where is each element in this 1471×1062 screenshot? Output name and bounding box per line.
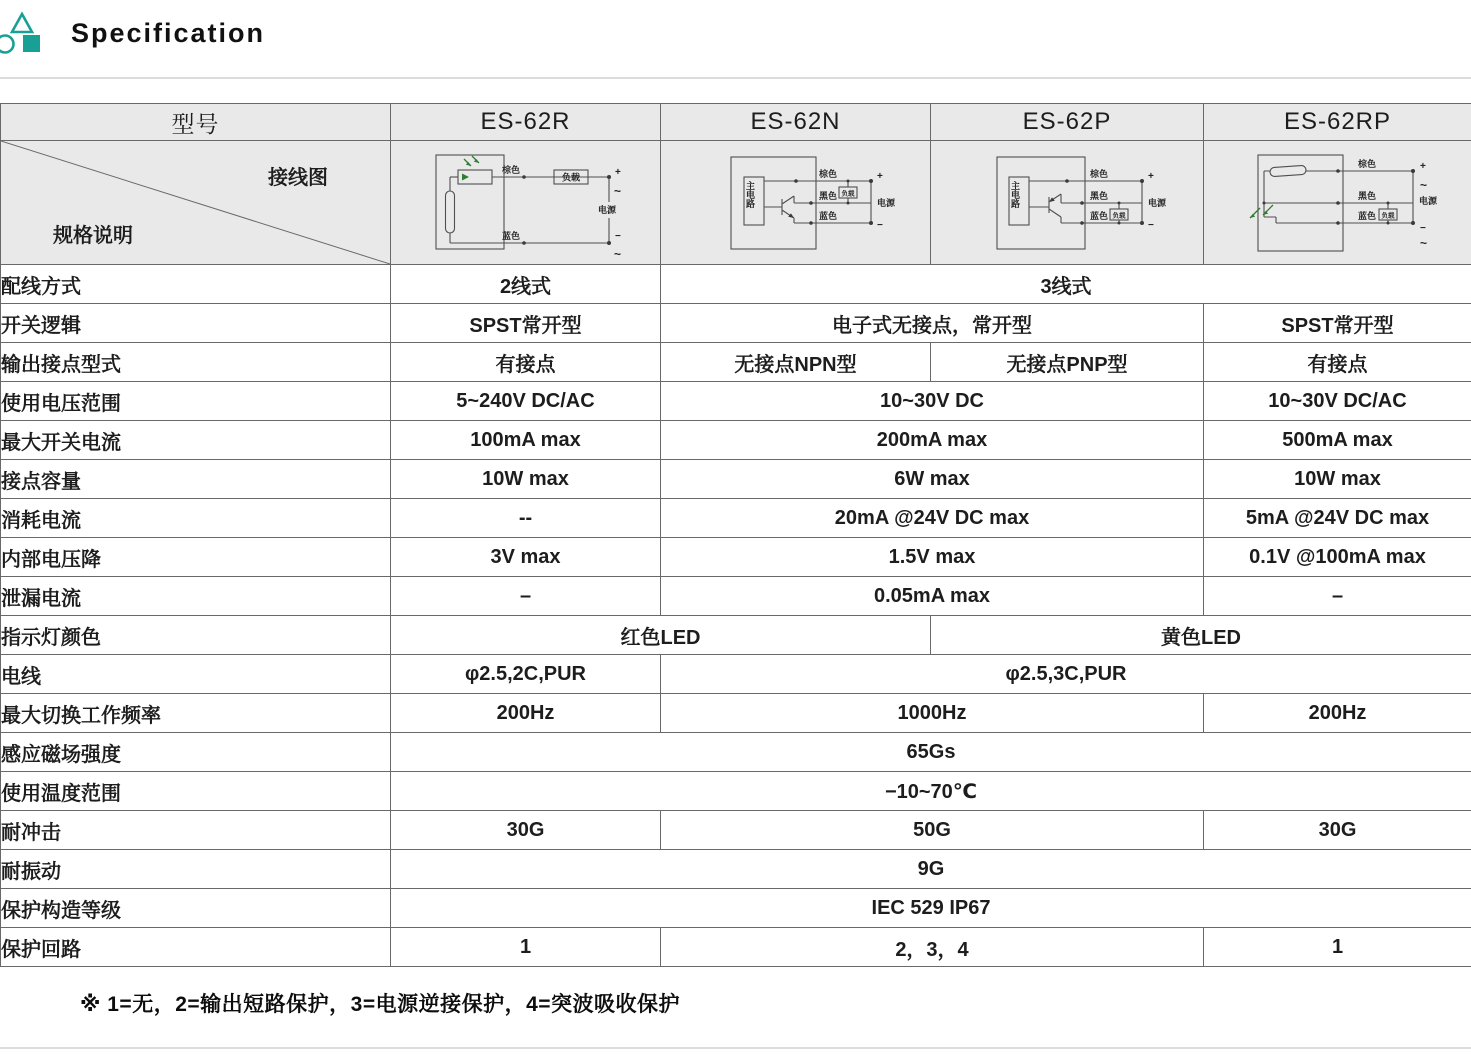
row-label: 消耗电流 <box>1 499 391 538</box>
minus-mark: − <box>614 230 621 242</box>
wiring-diagram-es62r <box>406 147 646 259</box>
row-value: 3线式 <box>661 265 1471 304</box>
row-label: 保护构造等级 <box>1 889 391 928</box>
spec-row <box>1 694 1471 733</box>
spec-row <box>1 928 1471 967</box>
power-label: 电源 <box>1148 197 1167 208</box>
power-label: 电源 <box>1418 195 1437 206</box>
wire-label-brown: 棕色 <box>501 164 520 175</box>
wire-label-blue: 蓝色 <box>501 230 520 241</box>
spec-row <box>1 655 1471 694</box>
plus-mark: + <box>614 166 621 178</box>
model-header-label: 型号 <box>1 104 391 141</box>
row-value: 65Gs <box>391 733 1471 772</box>
spec-row <box>1 616 1471 655</box>
load-label: 负载 <box>841 190 854 197</box>
spec-row <box>1 265 1471 304</box>
model-name-es62r: ES-62R <box>391 104 661 141</box>
row-label: 最大切换工作频率 <box>1 694 391 733</box>
row-value: 500mA max <box>1204 421 1471 460</box>
ac-mark: ~ <box>1419 177 1427 192</box>
spec-row <box>1 304 1471 343</box>
wire-label-blue: 蓝色 <box>1357 210 1376 221</box>
wire-label-blue: 蓝色 <box>1090 210 1109 221</box>
footnote: ※ 1=无，2=输出短路保护，3=电源逆接保护，4=突波吸收保护 <box>80 993 681 1016</box>
page-title: Specification <box>71 18 266 48</box>
wire-label-brown: 棕色 <box>818 168 837 179</box>
row-value: 有接点 <box>391 343 661 382</box>
wiring-diagram-label: 接线图 <box>268 167 328 189</box>
spec-row <box>1 577 1471 616</box>
spec-row <box>1 460 1471 499</box>
row-value: 0.1V @100mA max <box>1204 538 1471 577</box>
wiring-diagram-es62p <box>947 147 1187 259</box>
row-label: 开关逻辑 <box>1 304 391 343</box>
row-value: 20mA @24V DC max <box>661 499 1204 538</box>
row-label: 最大开关电流 <box>1 421 391 460</box>
ac-mark: ~ <box>613 183 621 198</box>
spec-row <box>1 811 1471 850</box>
model-name-es62rp: ES-62RP <box>1204 104 1471 141</box>
diagonal-split-cell <box>1 141 390 264</box>
row-value: – <box>391 577 661 616</box>
plus-mark: + <box>1148 170 1154 182</box>
spec-row <box>1 850 1471 889</box>
wire-label-brown: 棕色 <box>1090 168 1109 179</box>
spec-row <box>1 382 1471 421</box>
row-value: 200Hz <box>391 694 661 733</box>
row-value: 100mA max <box>391 421 661 460</box>
row-value: 5~240V DC/AC <box>391 382 661 421</box>
row-value: 红色LED <box>391 616 931 655</box>
load-label: 负载 <box>1112 212 1126 219</box>
table-header-row <box>1 104 1471 141</box>
row-value: 30G <box>391 811 661 850</box>
plus-mark: + <box>876 170 883 182</box>
wire-label-brown: 棕色 <box>1357 158 1376 169</box>
minus-mark: − <box>1148 219 1154 231</box>
row-value: 10W max <box>1204 460 1471 499</box>
row-value: 1.5V max <box>661 538 1204 577</box>
row-value: 30G <box>1204 811 1471 850</box>
row-value: φ2.5,2C,PUR <box>391 655 661 694</box>
brand-shapes-icon <box>0 8 50 64</box>
spec-row <box>1 421 1471 460</box>
plus-mark: + <box>1419 160 1426 172</box>
row-value: 1 <box>391 928 661 967</box>
model-name-es62n: ES-62N <box>661 104 931 141</box>
row-value: φ2.5,3C,PUR <box>661 655 1471 694</box>
minus-mark: − <box>1419 222 1426 234</box>
page-header <box>0 0 1471 78</box>
row-label: 泄漏电流 <box>1 577 391 616</box>
wiring-diagram-es62rp <box>1218 147 1458 259</box>
ac-mark: ~ <box>613 246 621 259</box>
row-label: 指示灯颜色 <box>1 616 391 655</box>
wiring-diagram-es62n <box>676 147 916 259</box>
row-value: 1000Hz <box>661 694 1204 733</box>
power-label: 电源 <box>876 197 895 208</box>
row-value: 2线式 <box>391 265 661 304</box>
row-value: 0.05mA max <box>661 577 1204 616</box>
wire-label-black: 黑色 <box>1357 190 1376 201</box>
row-label: 输出接点型式 <box>1 343 391 382</box>
load-label: 负载 <box>1381 212 1394 219</box>
row-value: 10~30V DC/AC <box>1204 382 1471 421</box>
row-value: 1 <box>1204 928 1471 967</box>
row-label: 保护回路 <box>1 928 391 967</box>
diagram-row <box>1 141 1471 265</box>
row-label: 感应磁场强度 <box>1 733 391 772</box>
row-value: −10~70℃ <box>391 772 1471 811</box>
row-value: IEC 529 IP67 <box>391 889 1471 928</box>
row-label: 电线 <box>1 655 391 694</box>
top-separator <box>0 77 1471 79</box>
row-value: 电子式无接点，常开型 <box>661 304 1204 343</box>
row-label: 耐振动 <box>1 850 391 889</box>
row-value: 200mA max <box>661 421 1204 460</box>
row-label: 内部电压降 <box>1 538 391 577</box>
load-label: 负载 <box>561 172 580 182</box>
row-label: 配线方式 <box>1 265 391 304</box>
row-value: 有接点 <box>1204 343 1471 382</box>
row-value: 2，3，4 <box>661 928 1204 967</box>
spec-row <box>1 343 1471 382</box>
row-value: SPST常开型 <box>391 304 661 343</box>
spec-row <box>1 499 1471 538</box>
main-circuit-label: 主电路 <box>744 180 755 208</box>
row-value: 10W max <box>391 460 661 499</box>
ac-mark: ~ <box>1419 235 1427 250</box>
spec-row <box>1 733 1471 772</box>
row-value: SPST常开型 <box>1204 304 1471 343</box>
row-value: 黄色LED <box>931 616 1471 655</box>
row-label: 耐冲击 <box>1 811 391 850</box>
row-value: 50G <box>661 811 1204 850</box>
wire-label-black: 黑色 <box>1090 190 1109 201</box>
row-value: 9G <box>391 850 1471 889</box>
row-value: – <box>1204 577 1471 616</box>
minus-mark: − <box>876 219 883 231</box>
row-value: 5mA @24V DC max <box>1204 499 1471 538</box>
row-label: 使用温度范围 <box>1 772 391 811</box>
row-value: 200Hz <box>1204 694 1471 733</box>
model-name-es62p: ES-62P <box>931 104 1204 141</box>
spec-row <box>1 538 1471 577</box>
row-value: 无接点NPN型 <box>661 343 931 382</box>
spec-description-label: 规格说明 <box>53 225 133 247</box>
row-label: 使用电压范围 <box>1 382 391 421</box>
row-value: 10~30V DC <box>661 382 1204 421</box>
row-label: 接点容量 <box>1 460 391 499</box>
spec-row <box>1 772 1471 811</box>
row-value: -- <box>391 499 661 538</box>
row-value: 6W max <box>661 460 1204 499</box>
row-value: 3V max <box>391 538 661 577</box>
power-label: 电源 <box>597 204 616 215</box>
wire-label-blue: 蓝色 <box>818 210 837 221</box>
wire-label-black: 黑色 <box>818 190 837 201</box>
spec-row <box>1 889 1471 928</box>
spec-table <box>0 103 1471 967</box>
bottom-separator <box>0 1047 1471 1049</box>
main-circuit-label: 主电路 <box>1010 180 1020 208</box>
row-value: 无接点PNP型 <box>931 343 1204 382</box>
